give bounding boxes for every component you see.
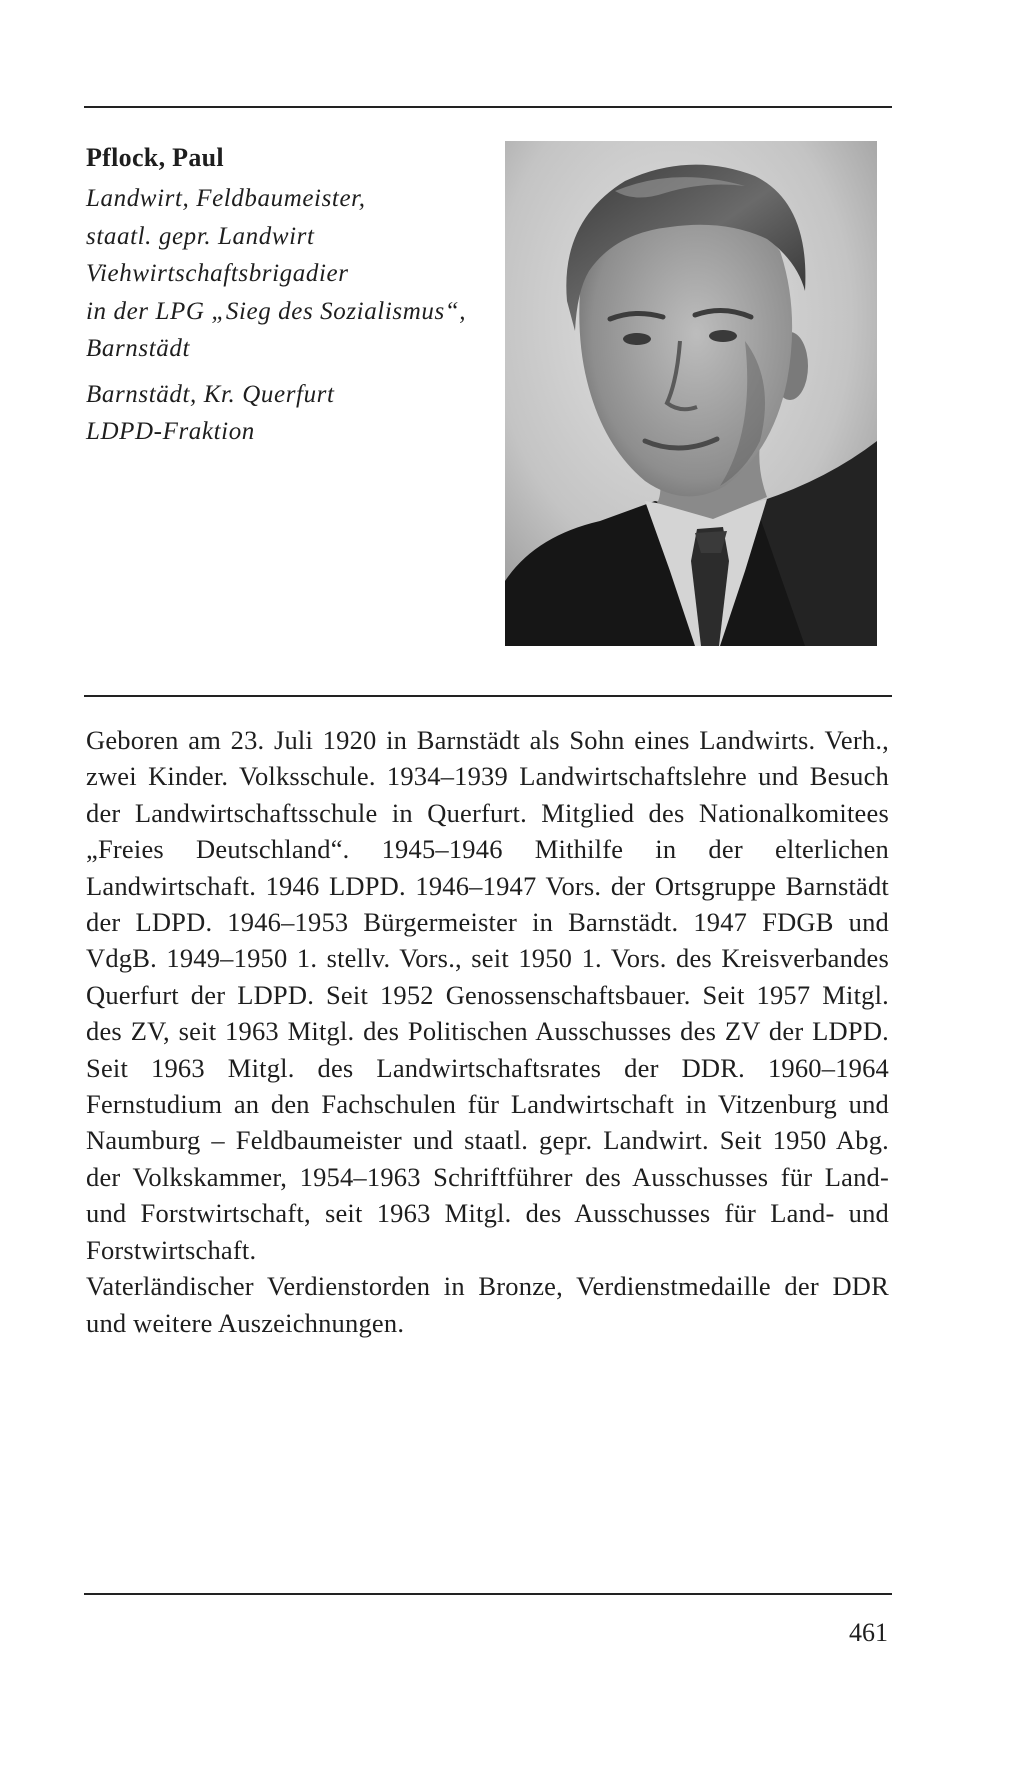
faction: LDPD-Fraktion: [86, 418, 255, 445]
bottom-divider: [84, 1593, 892, 1595]
top-divider: [84, 106, 892, 108]
awards-paragraph: Vaterländischer Verdienstorden in Bronze, Verdienstmedaille der DDR und weitere Auszeichnungen.: [86, 1271, 889, 1338]
residence: Barnstädt, Kr. Querfurt: [86, 380, 335, 408]
position-line-1: Viehwirtschaftsbrigadier: [86, 260, 349, 287]
portrait-photo: [505, 141, 877, 646]
biography-paragraph: Geboren am 23. Juli 1920 in Barnstädt als Sohn eines Landwirts. Verh., zwei Kinder. Volksschule. 1934–1939 Landwirtschaftslehre und Besuch der Landwirtschaftsschule in Querfurt. Mitglied des Nationalkomitees „Freies Deutschland“. 1945–1946 Mithilfe in der elterlichen Landwirtschaft. 1946 LDPD. 1946–1947 Vors. der Ortsgruppe Barnstädt der LDPD. 1946–1953 Bürgermeister in Barnstädt. 1947 FDGB und VdgB. 1949–1950 1. stellv. Vors., seit 1950 1. Vors. des Kreisverbandes Querfurt der LDPD. Seit 1952 Genossenschaftsbauer. Seit 1957 Mitgl. des ZV, seit 1963 Mitgl. des Politischen Ausschusses des ZV der LDPD. Seit 1963 Mitgl. des Landwirtschaftsrates der DDR. 1960–1964 Fernstudium an den Fachschulen für Landwirtschaft in Vitzenburg und Naumburg – Feldbaumeister und staatl. gepr. Landwirt. Seit 1950 Abg. der Volkskammer, 1954–1963 Schriftführer des Ausschusses für Land- und Forstwirtschaft, seit 1963 Mitgl. des Ausschusses für Land- und Forstwirtschaft.: [86, 725, 889, 1265]
occupation-line-2: staatl. gepr. Landwirt: [86, 222, 315, 250]
occupation-line-1: Landwirt, Feldbaumeister,: [86, 185, 366, 212]
position-line-3: Barnstädt: [86, 335, 191, 362]
biography: [86, 722, 889, 1341]
position-line-2: in der LPG „Sieg des Sozialismus“,: [86, 297, 467, 325]
page-number: 461: [849, 1618, 888, 1647]
person-name: Pflock, Paul: [86, 143, 224, 172]
entry-header: [86, 140, 486, 451]
section-divider: [84, 695, 892, 697]
